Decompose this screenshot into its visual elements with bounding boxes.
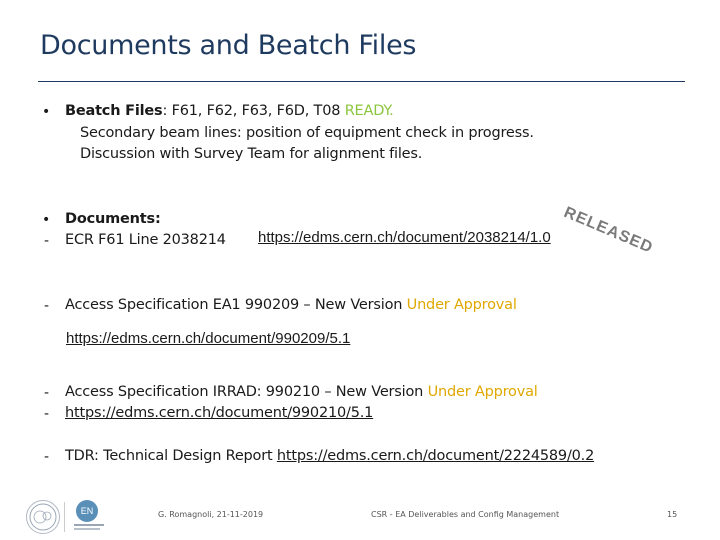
beatch-files-list: : F61, F62, F63, F6D, T08 (162, 103, 345, 119)
access-irrad-text: Access Specification IRRAD: 990210 – New Version (65, 384, 428, 400)
en-logo-caption (74, 528, 100, 530)
footer-divider (64, 502, 65, 532)
dash: - (44, 298, 50, 314)
beatch-files-line (65, 103, 394, 119)
tdr-line (65, 448, 594, 464)
access-ea1-text: Access Specification EA1 990209 – New Version (65, 297, 407, 313)
survey-team-text: Discussion with Survey Team for alignment files. (80, 146, 423, 162)
secondary-beam-text: Secondary beam lines: position of equipment check in progress. (80, 125, 534, 141)
access-ea1-link[interactable]: https://edms.cern.ch/document/990209/5.1 (66, 330, 351, 347)
cern-logo (26, 500, 60, 534)
en-logo-icon (76, 500, 98, 522)
ecr-link[interactable]: https://edms.cern.ch/document/2038214/1.0 (258, 229, 551, 246)
en-logo-caption (74, 524, 104, 526)
tdr-link[interactable]: https://edms.cern.ch/document/2224589/0.2 (276, 448, 595, 464)
footer-author: G. Romagnoli, 21-11-2019 (158, 510, 264, 519)
dash: - (44, 449, 50, 465)
released-stamp: RELEASED (561, 204, 656, 257)
dash: - (44, 385, 50, 401)
documents-label: Documents: (65, 211, 161, 227)
footer-title: CSR - EA Deliverables and Config Management (371, 510, 560, 519)
access-ea1-line (65, 297, 517, 313)
access-irrad-line (65, 384, 538, 400)
dash: - (44, 406, 50, 422)
under-approval-status: Under Approval (427, 384, 538, 400)
title-divider (38, 81, 685, 82)
bullet: • (42, 212, 51, 228)
page-title: Documents and Beatch Files (40, 30, 417, 61)
tdr-text: TDR: Technical Design Report (65, 448, 277, 464)
en-logo-text: EN (80, 506, 94, 516)
under-approval-status: Under Approval (406, 297, 517, 313)
bullet: • (42, 104, 51, 120)
cern-logo-icon (27, 501, 59, 533)
ecr-label: ECR F61 Line 2038214 (65, 232, 226, 248)
beatch-files-label: Beatch Files (65, 103, 163, 119)
dash: - (44, 233, 50, 249)
access-irrad-link[interactable]: https://edms.cern.ch/document/990210/5.1 (65, 405, 374, 421)
ready-status: READY. (344, 103, 394, 119)
page-number: 15 (667, 510, 678, 519)
